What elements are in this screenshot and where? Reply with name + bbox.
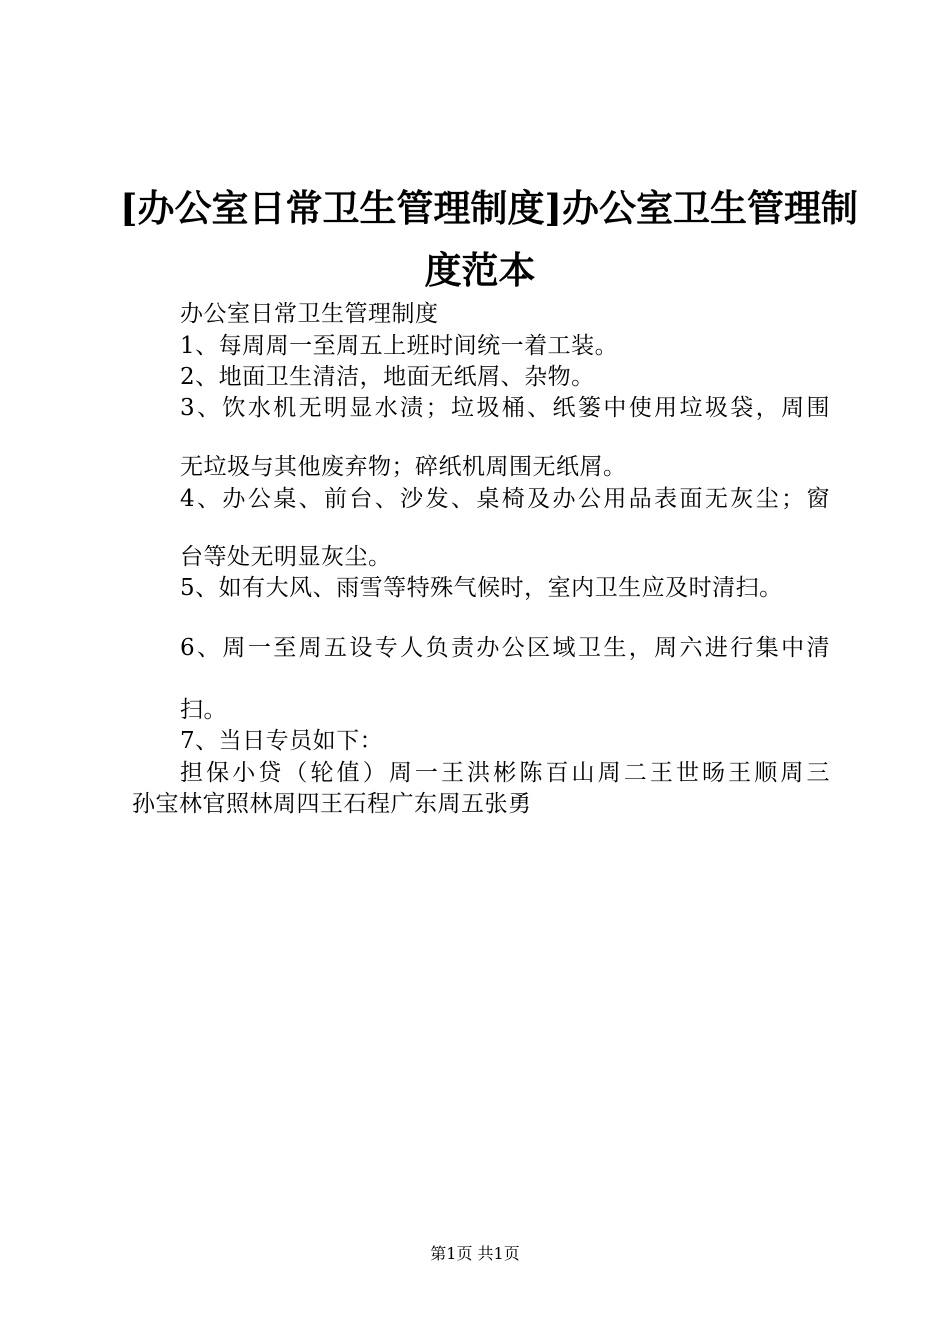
rule-item-3-line-2: 无垃圾与其他废弃物；碎纸机周围无纸屑。 xyxy=(180,454,627,480)
rule-item-4-line-2: 台等处无明显灰尘。 xyxy=(180,544,392,570)
rule-item-3-line-1: 3、饮水机无明显水渍；垃圾桶、纸篓中使用垃圾袋，周围 xyxy=(180,395,830,421)
document-title-line-1: [办公室日常卫生管理制度]办公室卫生管理制 xyxy=(120,186,859,230)
rule-item-6-line-1: 6、周一至周五设专人负责办公区域卫生，周六进行集中清 xyxy=(180,635,830,661)
duty-roster-line-2: 孙宝林官照林周四王石程广东周五张勇 xyxy=(132,791,532,817)
rule-item-4-line-1: 4、办公桌、前台、沙发、桌椅及办公用品表面无灰尘；窗 xyxy=(180,486,830,512)
rule-item-2: 2、地面卫生清洁，地面无纸屑、杂物。 xyxy=(180,364,595,390)
page-footer: 第1页 共1页 xyxy=(430,1244,520,1263)
rule-item-5: 5、如有大风、雨雪等特殊气候时，室内卫生应及时清扫。 xyxy=(180,575,783,601)
document-title-line-2: 度范本 xyxy=(424,248,536,292)
subtitle-paragraph: 办公室日常卫生管理制度 xyxy=(180,301,439,327)
rule-item-6-line-2: 扫。 xyxy=(180,697,227,723)
rule-item-7: 7、当日专员如下： xyxy=(180,728,384,754)
rule-item-1: 1、每周周一至周五上班时间统一着工装。 xyxy=(180,333,619,359)
duty-roster-line-1: 担保小贷（轮值）周一王洪彬陈百山周二王世旸王顺周三 xyxy=(180,760,830,786)
